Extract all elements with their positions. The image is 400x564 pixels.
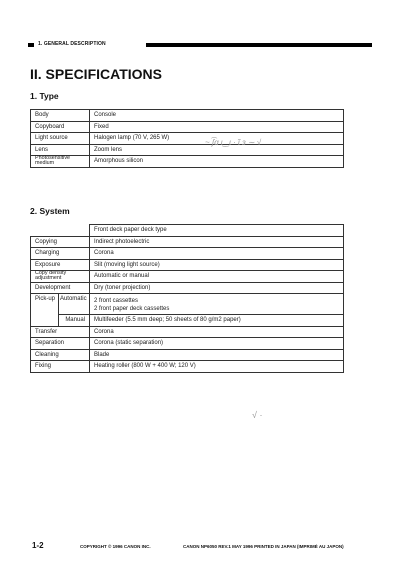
row-label: Photosensitive medium <box>31 156 90 168</box>
table-row <box>31 349 344 361</box>
header-rule <box>146 43 372 47</box>
row-label: Copyboard <box>31 121 90 133</box>
row-value: Slit (moving light source) <box>90 259 344 271</box>
row-value: Corona <box>90 326 344 338</box>
row-value: Console <box>90 110 344 122</box>
row-value: Multifeeder (5.5 mm deep; 50 sheets of 80 g/m2 paper) <box>90 315 344 327</box>
row-value: Fixed <box>90 121 344 133</box>
row-value <box>90 294 344 315</box>
page-title: II. SPECIFICATIONS <box>30 66 162 82</box>
pickup-automatic-line: 2 front cassettes <box>94 297 139 304</box>
table-row <box>31 294 344 315</box>
header-marker <box>28 43 34 47</box>
row-label: Pick-up <box>31 294 59 327</box>
table-row <box>31 225 344 237</box>
row-label: Body <box>31 110 90 122</box>
table-row <box>31 361 344 373</box>
row-label: Charging <box>31 248 90 260</box>
row-label: Exposure <box>31 259 90 271</box>
row-value: Dry (toner projection) <box>90 282 344 294</box>
row-label: Cleaning <box>31 349 90 361</box>
row-value: Amorphous silicon <box>90 156 344 168</box>
row-value: Corona (static separation) <box>90 338 344 350</box>
row-label: Light source <box>31 133 90 145</box>
row-value: Corona <box>90 248 344 260</box>
footer-copyright: COPYRIGHT © 1996 CANON INC. <box>80 544 151 549</box>
row-label: Copy density adjustment <box>31 271 90 283</box>
table-row <box>31 248 344 260</box>
system-table <box>30 224 344 373</box>
table-row <box>31 144 344 156</box>
page-number: 1-2 <box>32 541 44 550</box>
handwritten-mark: √ · <box>252 410 263 420</box>
column-note: Front deck paper deck type <box>90 225 344 237</box>
row-value: Halogen lamp (70 V, 265 W) <box>90 133 344 145</box>
row-label: Transfer <box>31 326 90 338</box>
table-row <box>31 121 344 133</box>
row-label: Fixing <box>31 361 90 373</box>
row-label: Copying <box>31 236 90 248</box>
row-label: Development <box>31 282 90 294</box>
table-row <box>31 315 344 327</box>
row-label: Separation <box>31 338 90 350</box>
row-label: Lens <box>31 144 90 156</box>
empty-cell <box>31 225 90 237</box>
table-row <box>31 326 344 338</box>
table-row <box>31 338 344 350</box>
table-row <box>31 110 344 122</box>
table-row <box>31 133 344 145</box>
handwritten-annotation: ~ ʃ͡ɑ ɩ‿ɩ · ɩ̃ ɜ ∼ √ <box>205 138 262 147</box>
row-value: Indirect photoelectric <box>90 236 344 248</box>
table-row <box>31 282 344 294</box>
footer-printed: CANON NP6050 REV.1 MAY 1996 PRINTED IN JAPAN (IMPRIMÉ AU JAPON) <box>183 544 344 549</box>
table-row <box>31 236 344 248</box>
type-heading: 1. Type <box>30 91 59 101</box>
pickup-automatic-line: 2 front paper deck cassettes <box>94 305 170 312</box>
row-value: Automatic or manual <box>90 271 344 283</box>
pickup-manual-label: Manual <box>58 315 89 327</box>
running-header <box>28 42 372 48</box>
row-value: Zoom lens <box>90 144 344 156</box>
row-value: Blade <box>90 349 344 361</box>
row-value: Heating roller (800 W + 400 W; 120 V) <box>90 361 344 373</box>
system-heading: 2. System <box>30 206 70 216</box>
type-table <box>30 109 344 168</box>
pickup-automatic-label: Automatic <box>58 294 89 315</box>
table-row <box>31 156 344 168</box>
table-row <box>31 259 344 271</box>
table-row <box>31 271 344 283</box>
header-section-label: 1. GENERAL DESCRIPTION <box>38 41 106 47</box>
